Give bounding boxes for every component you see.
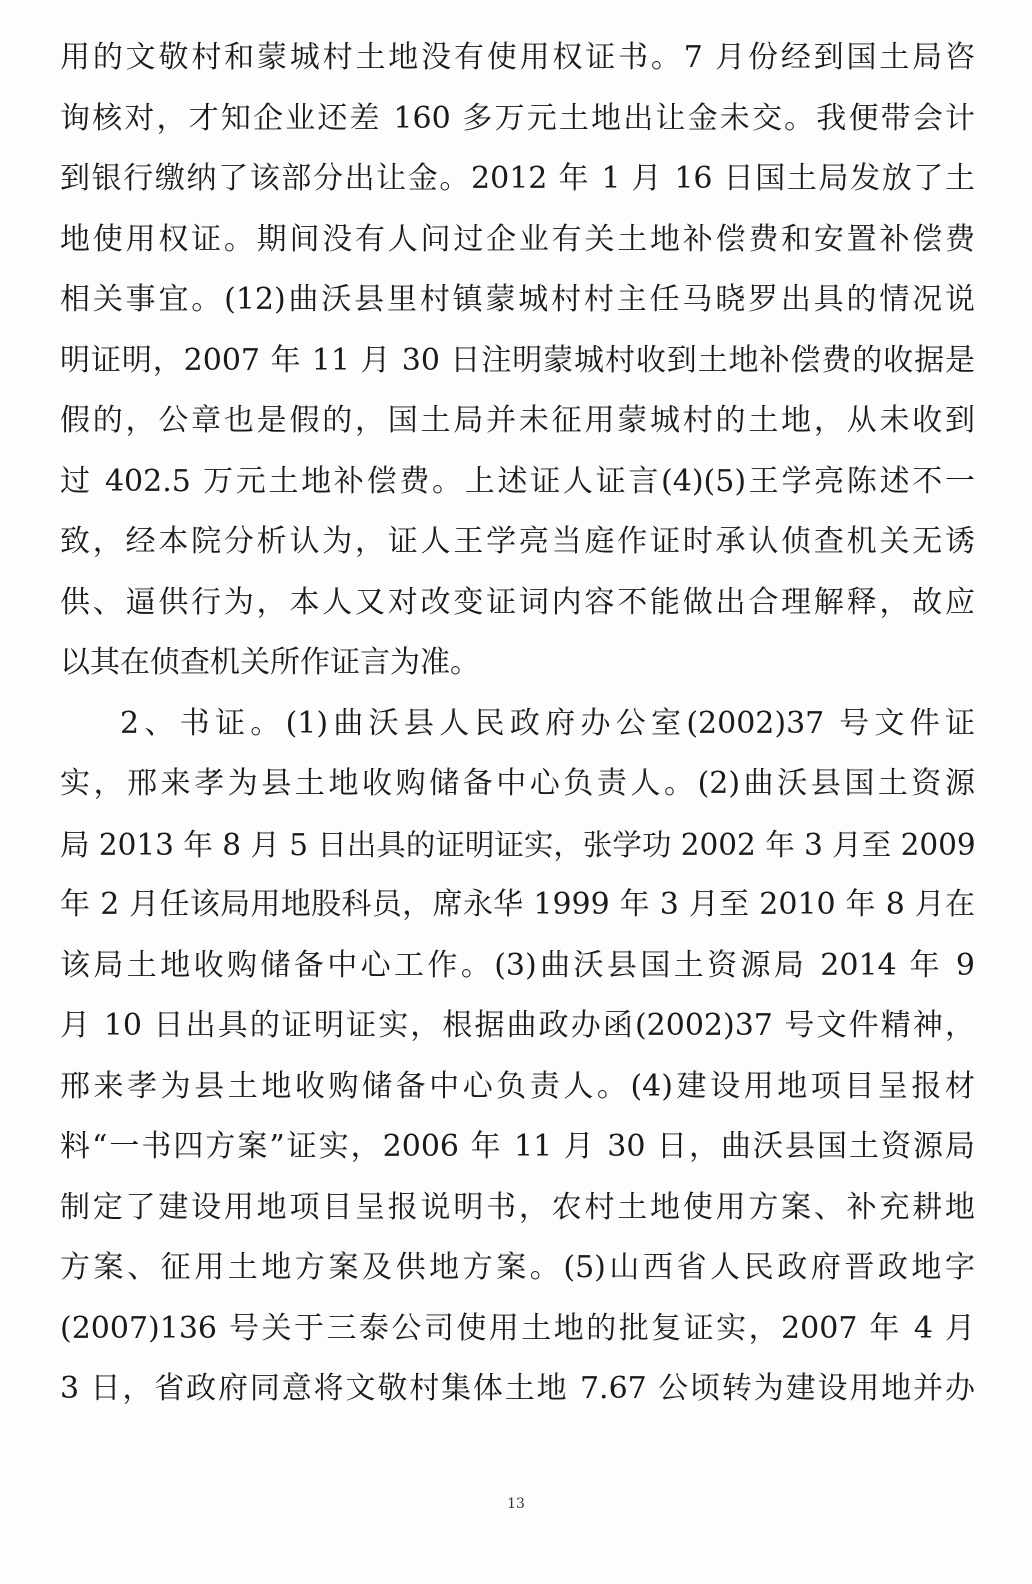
body-text	[60, 28, 975, 1420]
text-line: 邢来孝为县土地收购储备中心负责人。(4)建设用地项目呈报材	[60, 1068, 975, 1104]
text-line: 制定了建设用地项目呈报说明书，农村土地使用方案、补充耕地	[60, 1189, 975, 1225]
text-line: 地使用权证。期间没有人问过企业有关土地补偿费和安置补偿费	[60, 221, 975, 257]
text-line: 致，经本院分析认为，证人王学亮当庭作证时承认侦查机关无诱	[60, 524, 975, 559]
text-line: 2、书证。(1)曲沃县人民政府办公室(2002)37 号文件证	[120, 705, 975, 741]
text-line: 月 10 日出具的证明证实，根据曲政办函(2002)37 号文件精神，	[60, 1008, 975, 1043]
text-line: 方案、征用土地方案及供地方案。(5)山西省人民政府晋政地字	[60, 1250, 975, 1285]
text-line: 假的，公章也是假的，国土局并未征用蒙城村的土地，从未收到	[60, 403, 975, 438]
text-line: (2007)136 号关于三泰公司使用土地的批复证实，2007 年 4 月	[60, 1310, 975, 1346]
text-line: 明证明，2007 年 11 月 30 日注明蒙城村收到土地补偿费的收据是	[60, 342, 975, 378]
page-number: 13	[507, 1496, 525, 1512]
text-line: 询核对，才知企业还差 160 多万元土地出让金未交。我便带会计	[60, 100, 975, 136]
text-line: 相关事宜。(12)曲沃县里村镇蒙城村村主任马晓罗出具的情况说	[60, 282, 975, 317]
text-line: 供、逼供行为，本人又对改变证词内容不能做出合理解释，故应	[60, 584, 975, 620]
text-line: 局 2013 年 8 月 5 日出具的证明证实，张学功 2002 年 3 月至 2009	[60, 827, 976, 862]
text-line: 年 2 月任该局用地股科员，席永华 1999 年 3 月至 2010 年 8 月在	[60, 887, 975, 922]
text-line: 实，邢来孝为县土地收购储备中心负责人。(2)曲沃县国土资源	[60, 766, 975, 801]
text-line: 3 日，省政府同意将文敬村集体土地 7.67 公顷转为建设用地并办	[60, 1371, 975, 1406]
text-line: 该局土地收购储备中心工作。(3)曲沃县国土资源局 2014 年 9	[60, 947, 975, 983]
text-line: 过 402.5 万元土地补偿费。上述证人证言(4)(5)王学亮陈述不一	[60, 463, 975, 499]
text-line: 以其在侦查机关所作证言为准。	[60, 645, 480, 680]
text-line: 料“一书四方案”证实，2006 年 11 月 30 日，曲沃县国土资源局	[60, 1129, 975, 1164]
text-line: 到银行缴纳了该部分出让金。2012 年 1 月 16 日国土局发放了土	[60, 161, 975, 196]
text-line: 用的文敬村和蒙城村土地没有使用权证书。7 月份经到国土局咨	[60, 40, 975, 75]
